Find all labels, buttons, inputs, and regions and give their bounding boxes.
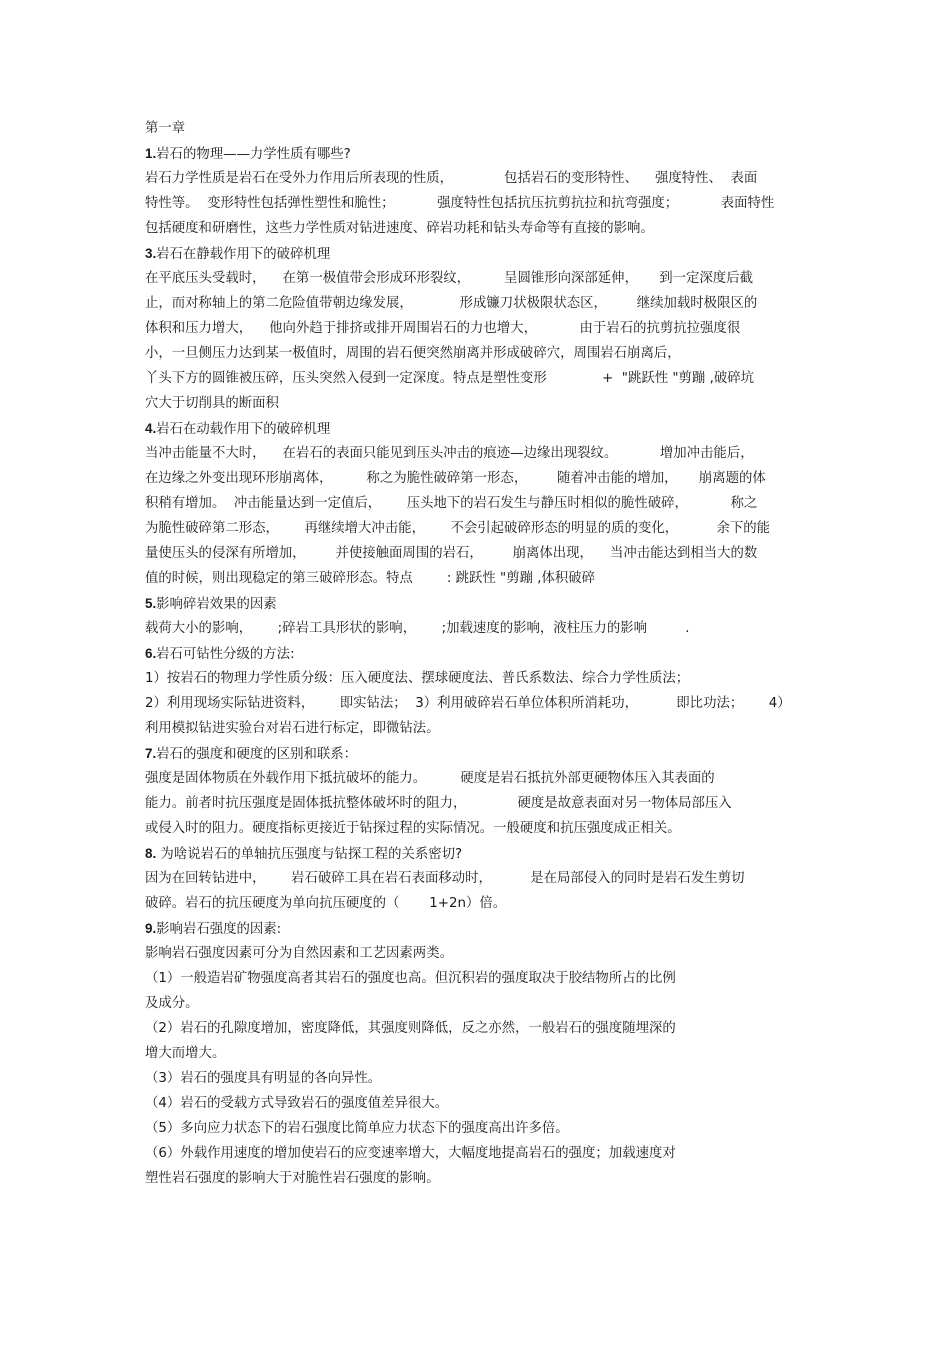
section-heading-5	[145, 591, 810, 616]
paragraph-line: 积稍有增加。 冲击能量达到一定值后， 压头地下的岩石发生与静压时相似的脆性破碎， 称之	[145, 496, 758, 511]
section-title: 岩石在动载作用下的破碎机理	[156, 422, 331, 437]
paragraph-line: 及成分。	[145, 996, 199, 1011]
section-title: 影响岩石强度的因素:	[156, 922, 282, 937]
section-number: 4.	[145, 421, 157, 436]
paragraph-line: 小，一旦侧压力达到某一极值时，周围的岩石便突然崩离并形成破碎穴，周围岩石崩离后，	[145, 346, 681, 361]
paragraph-line: 当冲击能量不大时， 在岩石的表面只能见到压头冲击的痕迹—边缘出现裂纹。 增加冲击能后，	[145, 446, 754, 461]
paragraph-line: （4）岩石的受载方式导致岩石的强度值差异很大。	[145, 1096, 449, 1111]
paragraph-line: 因为在回转钻进中， 岩石破碎工具在岩石表面移动时， 是在局部侵入的同时是岩石发生剪切	[145, 871, 745, 886]
section-title: 影响碎岩效果的因素	[156, 597, 277, 612]
paragraph-line: 强度是固体物质在外载作用下抵抗破坏的能力。 硬度是岩石抵抗外部更硬物体压入其表面的	[145, 771, 715, 786]
paragraph-line: 能力。前者时抗压强度是固体抵抗整体破坏时的阻力， 硬度是故意表面对另一物体局部压入	[145, 796, 732, 811]
section-title: 岩石可钻性分级的方法:	[156, 647, 295, 662]
paragraph-line: （1）一般造岩矿物强度高者其岩石的强度也高。但沉积岩的强度取决于胶结物所占的比例	[145, 971, 676, 986]
paragraph-line: 增大而增大。	[145, 1046, 226, 1061]
section-title: 岩石在静载作用下的破碎机理	[156, 247, 331, 262]
paragraph-line: 值的时候，则出现稳定的第三破碎形态。特点 : 跳跃性 "剪蹦 ,体积破碎	[145, 571, 596, 586]
paragraph-line: 为脆性破碎第二形态， 再继续增大冲击能， 不会引起破碎形态的明显的质的变化， 余下的能	[145, 521, 771, 536]
section-heading-9	[145, 916, 810, 941]
paragraph-line: 止，而对称轴上的第二危险值带朝边缘发展， 形成镰刀状极限状态区， 继续加载时极限区的	[145, 296, 758, 311]
paragraph-line: （5）多向应力状态下的岩石强度比简单应力状态下的强度高出许多倍。	[145, 1121, 569, 1136]
paragraph-line: 在平底压头受载时， 在第一极值带会形成环形裂纹， 呈圆锥形向深部延伸， 到一定深度后截	[145, 271, 753, 286]
paragraph-line: 包括硬度和研磨性，这些力学性质对钻进速度、碎岩功耗和钻头寿命等有直接的影响。	[145, 221, 654, 236]
paragraph-line: 岩石力学性质是岩石在受外力作用后所表现的性质， 包括岩石的变形特性、 强度特性、 表面	[145, 171, 758, 186]
section-heading-6	[145, 641, 810, 666]
paragraph-line: 2）利用现场实际钻进资料， 即实钻法； 3）利用破碎岩石单位体积所消耗功， 即比功法； 4）	[145, 696, 791, 711]
section-title: 岩石的物理——力学性质有哪些?	[156, 147, 351, 162]
section-title: 岩石的强度和硬度的区别和联系：	[156, 747, 358, 762]
section-heading-8	[145, 841, 810, 866]
paragraph-line: 特性等。 变形特性包括弹性塑性和脆性； 强度特性包括抗压抗剪抗拉和抗弯强度； 表面特性	[145, 196, 775, 211]
section-number: 7.	[145, 746, 157, 761]
paragraph-line: 穴大于切削具的断面积	[145, 396, 279, 411]
paragraph-line: 体积和压力增大， 他向外趋于排挤或排开周围岩石的力也增大， 由于岩石的抗剪抗拉强度很	[145, 321, 741, 336]
section-heading-4	[145, 416, 810, 441]
paragraph-line: （2）岩石的孔隙度增加，密度降低，其强度则降低，反之亦然，一般岩石的强度随埋深的	[145, 1021, 676, 1036]
section-number: 3.	[145, 246, 157, 261]
paragraph-line: 丫头下方的圆锥被压碎，压头突然入侵到一定深度。特点是塑性变形 + "跳跃性 "剪蹦 ,破碎坑	[145, 371, 754, 386]
paragraph-line: 塑性岩石强度的影响大于对脆性岩石强度的影响。	[145, 1171, 440, 1186]
chapter-title: 第一章	[145, 121, 186, 136]
document-body	[145, 116, 810, 1191]
section-heading-7	[145, 741, 810, 766]
section-heading-3	[145, 241, 810, 266]
paragraph-line: 量使压头的侵深有所增加， 并使接触面周围的岩石， 崩离体出现， 当冲击能达到相当大的数	[145, 546, 758, 561]
paragraph-line: （6）外载作用速度的增加使岩石的应变速率增大，大幅度地提高岩石的强度；加载速度对	[145, 1146, 676, 1161]
paragraph-line: 影响岩石强度因素可分为自然因素和工艺因素两类。	[145, 946, 453, 961]
section-title: 为啥说岩石的单轴抗压强度与钻探工程的关系密切?	[156, 847, 463, 862]
section-number: 6.	[145, 646, 157, 661]
section-number: 5.	[145, 596, 157, 611]
paragraph-line: 载荷大小的影响， ;碎岩工具形状的影响， ;加载速度的影响，液柱压力的影响 .	[145, 621, 690, 636]
section-number: 1.	[145, 146, 157, 161]
paragraph-line: 破碎。岩石的抗压硬度为单向抗压硬度的（ 1+2n）倍。	[145, 896, 507, 911]
paragraph-line: 1）按岩石的物理力学性质分级：压入硬度法、摆球硬度法、普氏系数法、综合力学性质法；	[145, 671, 690, 686]
section-heading-1	[145, 141, 810, 166]
section-number: 9.	[145, 921, 157, 936]
paragraph-line: 在边缘之外变出现环形崩离体， 称之为脆性破碎第一形态， 随着冲击能的增加， 崩离题的体	[145, 471, 766, 486]
paragraph-line: （3）岩石的强度具有明显的各向异性。	[145, 1071, 382, 1086]
paragraph-line: 利用模拟钻进实验台对岩石进行标定，即微钻法。	[145, 721, 440, 736]
section-number: 8.	[145, 846, 157, 861]
paragraph-line: 或侵入时的阻力。硬度指标更接近于钻探过程的实际情况。一般硬度和抗压强度成正相关。	[145, 821, 681, 836]
